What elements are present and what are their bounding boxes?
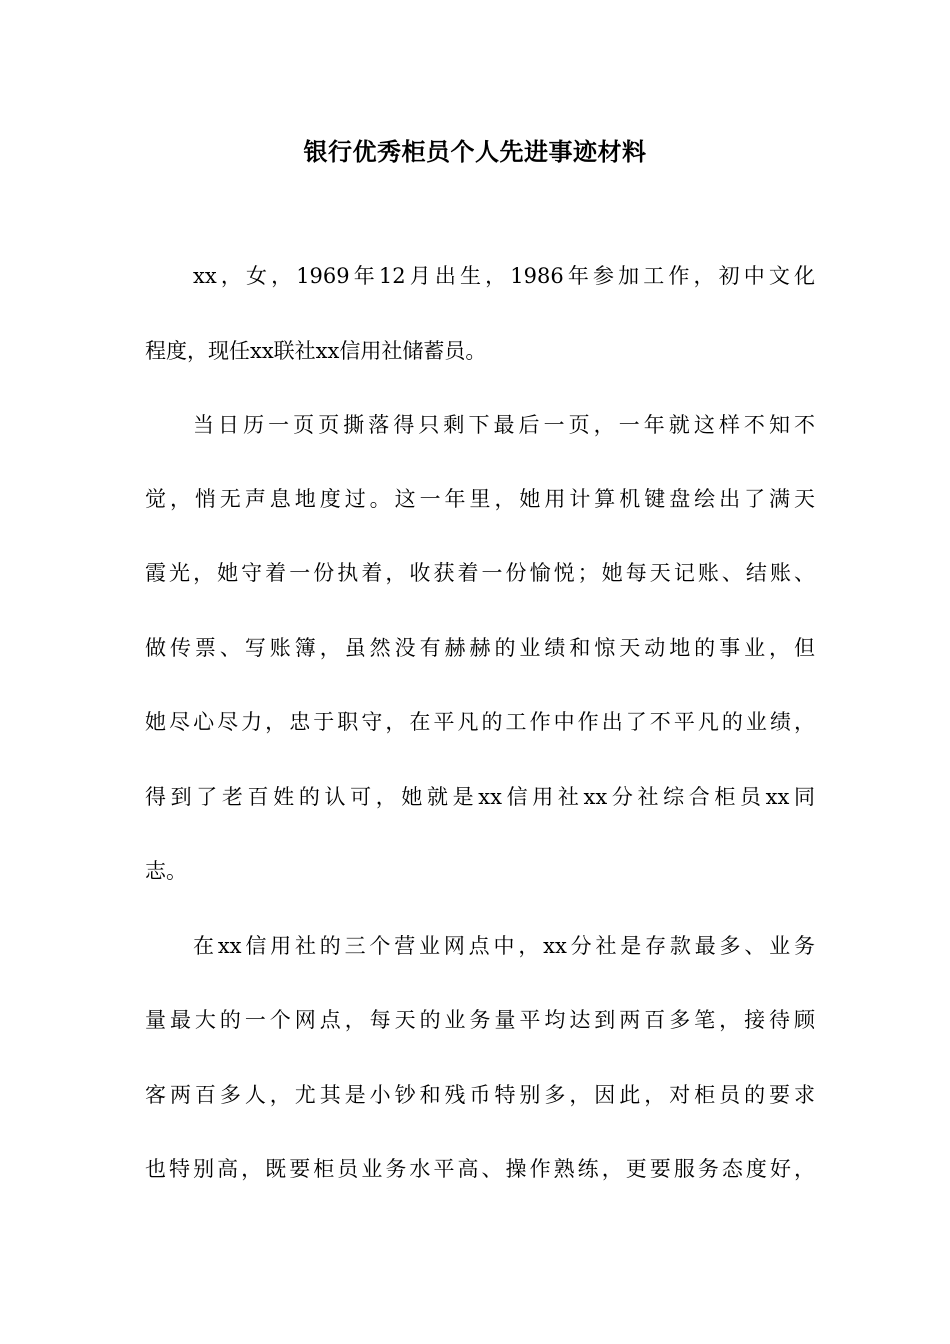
paragraph-2-line-1: 当日历一页页撕落得只剩下最后一页，一年就这样不知不 <box>193 413 815 437</box>
paragraph-2-line-3: 霞光，她守着一份执着，收获着一份愉悦；她每天记账、结账、 <box>145 561 815 585</box>
paragraph-3-line-2: 量最大的一个网点，每天的业务量平均达到两百多笔，接待顾 <box>145 1008 815 1032</box>
paragraph-1-line-2: 程度，现任xx联社xx信用社储蓄员。 <box>145 339 487 363</box>
document-title: 银行优秀柜员个人先进事迹材料 <box>303 137 647 166</box>
paragraph-3-line-1: 在xx信用社的三个营业网点中，xx分社是存款最多、业务 <box>193 934 815 958</box>
paragraph-2-line-2: 觉，悄无声息地度过。这一年里，她用计算机键盘绘出了满天 <box>145 487 815 511</box>
paragraph-1-line-1: xx，女，1969年12月出生，1986年参加工作，初中文化 <box>193 264 815 288</box>
paragraph-2-line-4: 做传票、写账簿，虽然没有赫赫的业绩和惊天动地的事业，但 <box>145 636 815 660</box>
paragraph-2-line-5: 她尽心尽力，忠于职守，在平凡的工作中作出了不平凡的业绩， <box>145 710 815 734</box>
paragraph-2-line-7: 志。 <box>145 859 187 883</box>
paragraph-3-line-4: 也特别高，既要柜员业务水平高、操作熟练，更要服务态度好， <box>145 1157 815 1181</box>
paragraph-3-line-3: 客两百多人，尤其是小钞和残币特别多，因此，对柜员的要求 <box>145 1083 815 1107</box>
paragraph-2-line-6: 得到了老百姓的认可，她就是xx信用社xx分社综合柜员xx同 <box>145 785 815 809</box>
